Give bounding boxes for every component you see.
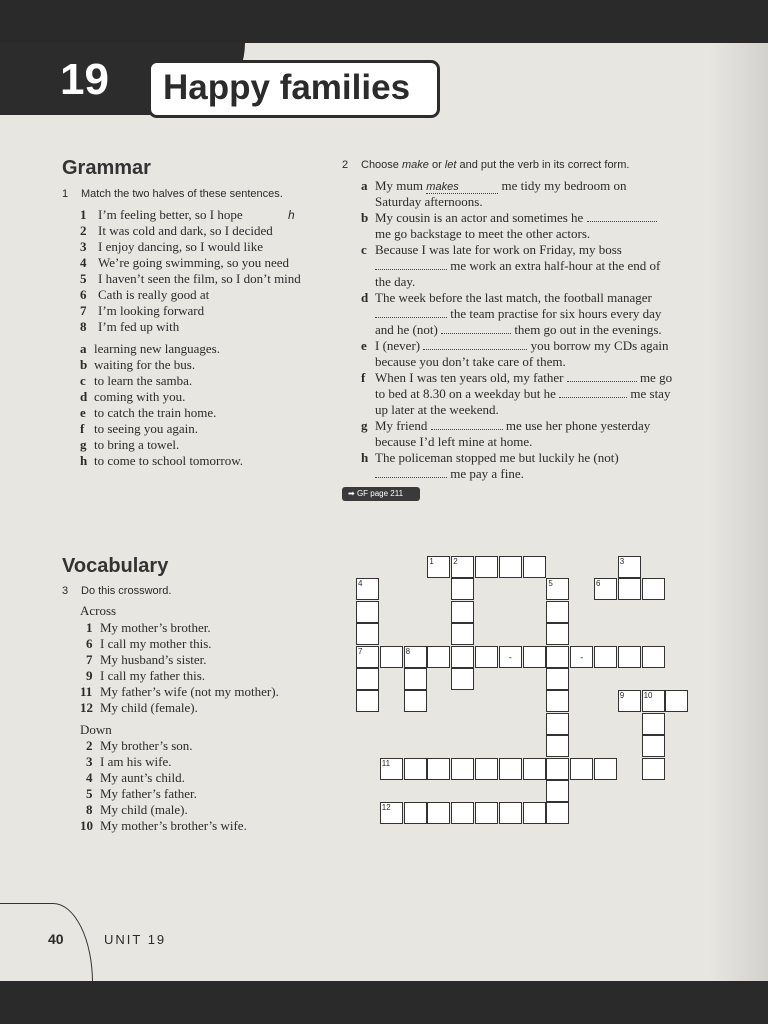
- crossword-clue-number: 1: [429, 557, 434, 566]
- list-item: h to come to school tomorrow.: [80, 453, 243, 468]
- sentence-b: b My cousin is an actor and sometimes he: [361, 210, 701, 226]
- crossword-cell[interactable]: [380, 802, 403, 824]
- crossword-cell[interactable]: [451, 758, 474, 780]
- crossword-cell[interactable]: [451, 601, 474, 623]
- crossword-clue-number: 4: [358, 579, 363, 589]
- crossword-cell[interactable]: [546, 690, 569, 712]
- list-item: 10 My mother’s brother’s wife.: [80, 818, 247, 833]
- list-item: 4 My aunt’s child.: [86, 770, 185, 785]
- crossword-cell[interactable]: [642, 690, 665, 712]
- answer-blank[interactable]: [587, 210, 657, 222]
- crossword-cell[interactable]: [427, 802, 450, 824]
- crossword-cell[interactable]: [475, 758, 498, 780]
- answer-blank[interactable]: [431, 418, 503, 430]
- list-item: 1 My mother’s brother.: [86, 620, 211, 635]
- crossword-cell[interactable]: [380, 646, 403, 668]
- crossword-cell[interactable]: [642, 758, 665, 780]
- crossword-clue-number: 10: [643, 691, 653, 701]
- list-item: 3 I am his wife.: [86, 754, 172, 769]
- crossword-cell[interactable]: [523, 556, 546, 578]
- page-shadow: [708, 43, 768, 981]
- filled-answer-blank: makes: [426, 182, 498, 194]
- list-item: e to catch the train home.: [80, 405, 217, 420]
- crossword-cell[interactable]: [546, 623, 569, 645]
- crossword-cell[interactable]: [475, 802, 498, 824]
- crossword-cell[interactable]: [427, 646, 450, 668]
- crossword-cell[interactable]: [451, 646, 474, 668]
- crossword-cell[interactable]: [523, 758, 546, 780]
- crossword-cell[interactable]: [594, 758, 617, 780]
- crossword-cell[interactable]: [451, 556, 474, 578]
- crossword-cell[interactable]: [546, 601, 569, 623]
- crossword-cell[interactable]: [499, 646, 522, 668]
- crossword-cell[interactable]: [546, 780, 569, 802]
- crossword-cell[interactable]: [570, 646, 593, 668]
- crossword-cell[interactable]: [380, 758, 403, 780]
- crossword-cell[interactable]: [356, 646, 379, 668]
- answer-blank[interactable]: [441, 322, 511, 334]
- list-item: 1 I’m feeling better, so I hope h: [80, 207, 295, 222]
- crossword-cell[interactable]: [499, 802, 522, 824]
- list-item: g to bring a towel.: [80, 437, 180, 452]
- crossword-cell[interactable]: [642, 646, 665, 668]
- crossword-cell[interactable]: [356, 690, 379, 712]
- list-item: 12 My child (female).: [80, 700, 198, 715]
- list-item: 7 I’m looking forward: [80, 303, 205, 318]
- vocabulary-heading: Vocabulary: [62, 555, 169, 577]
- crossword-clue-number: 6: [596, 579, 601, 589]
- footer-unit-label: UNIT 19: [104, 932, 167, 947]
- crossword-cell[interactable]: [642, 735, 665, 757]
- answer-blank[interactable]: [375, 306, 447, 318]
- crossword-clue-number: 5: [548, 579, 553, 589]
- crossword-cell[interactable]: [499, 758, 522, 780]
- crossword-cell[interactable]: [451, 623, 474, 645]
- crossword-clue-number: 12: [381, 803, 391, 813]
- answer-blank[interactable]: [559, 386, 627, 398]
- handwritten-answer: h: [288, 208, 295, 222]
- answer-blank[interactable]: [423, 338, 527, 350]
- exercise-1-instruction: 1 Match the two halves of these sentences.: [62, 188, 283, 200]
- crossword-cell[interactable]: [546, 713, 569, 735]
- crossword-cell[interactable]: [546, 735, 569, 757]
- list-item: 8 My child (male).: [86, 802, 188, 817]
- workbook-page: [0, 43, 768, 981]
- crossword-clue-number: 3: [619, 557, 625, 566]
- crossword-cell[interactable]: [404, 802, 427, 824]
- answer-blank[interactable]: [567, 370, 637, 382]
- footer-curve: [0, 903, 93, 981]
- grammar-reference-tag: ➡ GF page 211: [342, 487, 420, 501]
- crossword-cell[interactable]: [356, 668, 379, 690]
- crossword-clue-number: 9: [619, 691, 625, 701]
- page-number: 40: [48, 931, 64, 947]
- crossword-cell[interactable]: [499, 556, 522, 578]
- crossword-cell[interactable]: [546, 668, 569, 690]
- crossword-cell[interactable]: [618, 646, 641, 668]
- sentence-e: e I (never) you borrow my CDs again: [361, 338, 669, 353]
- crossword-cell[interactable]: [427, 556, 450, 578]
- answer-blank[interactable]: [375, 258, 447, 270]
- exercise-1-items: [80, 207, 301, 335]
- crossword-cell[interactable]: [546, 646, 569, 668]
- crossword-cell[interactable]: [618, 556, 641, 578]
- crossword-cell[interactable]: [404, 668, 427, 690]
- exercise-1-options: [80, 341, 243, 469]
- list-item: b waiting for the bus.: [80, 357, 196, 372]
- list-item: 6 Cath is really good at: [80, 287, 210, 302]
- list-item: f to seeing you again.: [80, 421, 198, 436]
- crossword-clue-number: 11: [381, 758, 391, 768]
- sentence-h: h The policeman stopped me but luckily he (not): [361, 450, 619, 465]
- sentence-g: g My friend me use her phone yesterday: [361, 418, 651, 433]
- crossword-cell[interactable]: [642, 713, 665, 735]
- arrow-icon: ➡: [348, 489, 355, 498]
- crossword-cell[interactable]: [523, 646, 546, 668]
- down-clues: [80, 738, 247, 834]
- crossword-cell[interactable]: [642, 578, 665, 600]
- crossword-cell[interactable]: [546, 802, 569, 824]
- list-item: 6 I call my mother this.: [86, 636, 212, 651]
- across-clues: [80, 620, 279, 716]
- sentence-f: f When I was ten years old, my father me go: [361, 370, 673, 385]
- crossword-cell[interactable]: [404, 646, 427, 668]
- unit-title: Happy families: [163, 68, 411, 107]
- sentence-d: d The week before the last match, the football manager: [361, 290, 652, 305]
- list-item: 2 It was cold and dark, so I decided: [80, 223, 273, 238]
- crossword-cell[interactable]: [356, 623, 379, 645]
- crossword-cell[interactable]: [451, 802, 474, 824]
- crossword-cell[interactable]: [475, 646, 498, 668]
- grammar-heading: Grammar: [62, 157, 151, 179]
- crossword-cell[interactable]: [404, 758, 427, 780]
- crossword-clue-number: 7: [358, 646, 363, 656]
- crossword-cell[interactable]: [570, 758, 593, 780]
- crossword-clue-number: 8: [405, 646, 411, 656]
- exercise-2-items: a My mum makes me tidy my bedroom on Saturday afternoons. b My cousin is an actor and sometimes he me go backstage to meet the other actors. c Because I was late for work on Friday, my boss me work an extra half-hour at the end of the day. d The week before the last match, the football manager the team practise for six hours every day and he (not) them go out in the evenings. e I (never) you borrow my CDs again because you don’t take care of them. f When I was ten years old, my father me go to bed at 8.30 on a weekday but he me stay up later at the weekend. g My friend me use her phone yesterday because I’d left mine at home. h The policeman stopped me but luckily he (not) me pay a fine.: [361, 178, 701, 482]
- unit-title-box: [148, 60, 440, 118]
- hyphen-mark: -: [508, 651, 512, 662]
- crossword-cell[interactable]: [594, 646, 617, 668]
- list-item: 3 I enjoy dancing, so I would like: [80, 239, 263, 254]
- crossword-cell[interactable]: [546, 758, 569, 780]
- list-item: 8 I’m fed up with: [80, 319, 180, 334]
- crossword-cell[interactable]: [618, 690, 641, 712]
- hyphen-mark: -: [580, 651, 584, 662]
- list-item: c to learn the samba.: [80, 373, 193, 388]
- sentence-a: a My mum makes me tidy my bedroom on: [361, 178, 627, 193]
- crossword-cell[interactable]: [546, 578, 569, 600]
- list-item: d coming with you.: [80, 389, 186, 404]
- exercise-3-instruction: 3 Do this crossword.: [62, 585, 172, 597]
- crossword-clue-number: 2: [453, 557, 458, 566]
- crossword-cell[interactable]: [523, 802, 546, 824]
- list-item: 2 My brother’s son.: [86, 738, 193, 753]
- sentence-c: c Because I was late for work on Friday, my boss: [361, 242, 622, 257]
- crossword-cell[interactable]: [451, 668, 474, 690]
- crossword-cell[interactable]: [451, 578, 474, 600]
- across-heading: Across: [80, 603, 117, 618]
- list-item: 7 My husband’s sister.: [86, 652, 207, 667]
- crossword-cell[interactable]: [618, 578, 641, 600]
- crossword-cell[interactable]: [594, 578, 617, 600]
- answer-blank[interactable]: [375, 466, 447, 478]
- exercise-2-instruction: 2 Choose make or let and put the verb in its correct form.: [342, 159, 630, 171]
- crossword-cell[interactable]: [427, 758, 450, 780]
- list-item: a learning new languages.: [80, 341, 220, 356]
- list-item: 4 We’re going swimming, so you need: [80, 255, 290, 270]
- crossword-cell[interactable]: [665, 690, 688, 712]
- crossword-cell[interactable]: [475, 556, 498, 578]
- list-item: 11 My father’s wife (not my mother).: [80, 684, 279, 699]
- list-item: 5 My father’s father.: [86, 786, 197, 801]
- crossword-cell[interactable]: [356, 601, 379, 623]
- crossword-cell[interactable]: [356, 578, 379, 600]
- unit-number: 19: [60, 55, 109, 104]
- list-item: 9 I call my father this.: [86, 668, 206, 683]
- list-item: 5 I haven’t seen the film, so I don’t mind: [80, 271, 301, 286]
- down-heading: Down: [80, 722, 112, 737]
- crossword-cell[interactable]: [404, 690, 427, 712]
